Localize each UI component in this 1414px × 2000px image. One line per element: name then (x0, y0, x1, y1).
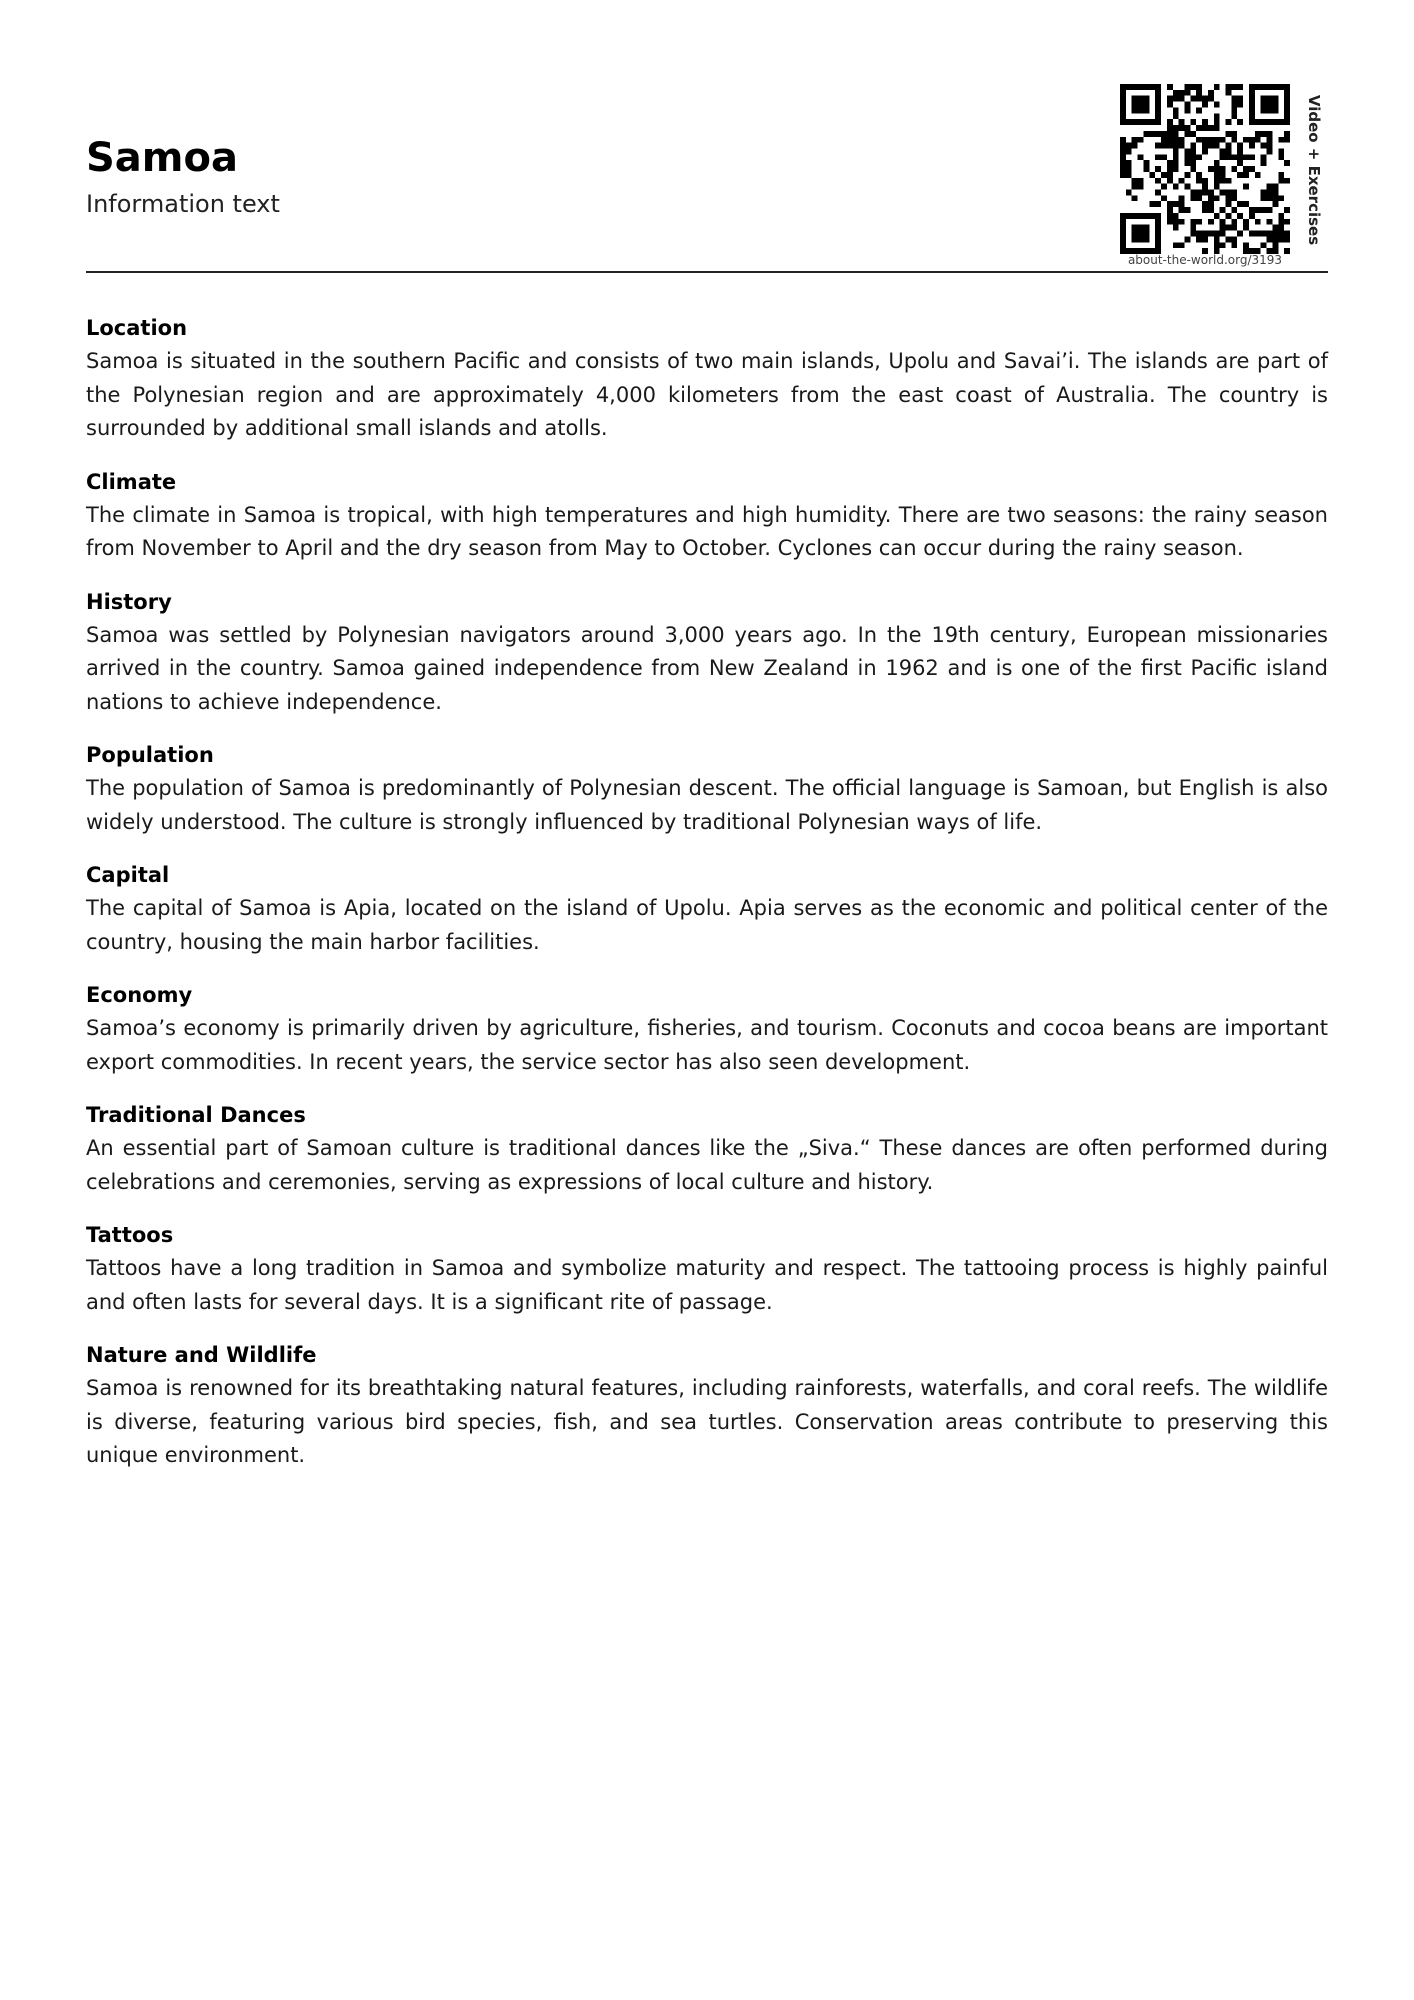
page-header (86, 0, 1328, 274)
section-text: Samoa is situated in the southern Pacific and consists of two main islands, Upolu and Savai’i. The islands are part of the Polynesian region and are approximately 4,000 kilometers from the east coast of Australia. The country is surrounded by additional small islands and atolls. (86, 349, 1328, 440)
section-text: Samoa’s economy is primarily driven by agriculture, fisheries, and tourism. Coconuts and cocoa beans are important export commodities. In recent years, the service sector has also seen development. (86, 1016, 1328, 1074)
section-heading: Nature and Wildlife (86, 1343, 317, 1367)
section-economy (86, 979, 1328, 1079)
section-population (86, 739, 1328, 839)
section-heading: Tattoos (86, 1223, 174, 1247)
section-text: Samoa was settled by Polynesian navigators around 3,000 years ago. In the 19th century, European missionaries arrived in the country. Samoa gained independence from New Zealand in 1962 and is one of the first Pacific island nations to achieve independence. (86, 622, 1328, 714)
qr-side-label: Video + Exercises (1305, 94, 1323, 246)
section-text: The population of Samoa is predominantly of Polynesian descent. The official language is Samoan, but English is also widely understood. The culture is strongly influenced by traditional Polynesian ways of life. (86, 776, 1328, 834)
section-heading: Economy (86, 983, 193, 1007)
section-text: Tattoos have a long tradition in Samoa and symbolize maturity and respect. The tattooing process is highly painful and often lasts for several days. It is a significant rite of passage. (86, 1256, 1328, 1314)
section-heading: Climate (86, 469, 177, 494)
page-title: Samoa (86, 135, 238, 181)
section-heading: History (86, 589, 172, 614)
section-heading: Capital (86, 863, 170, 887)
section-text: An essential part of Samoan culture is traditional dances like the „Siva.“ These dances are often performed during celebrations and ceremonies, serving as expressions of local culture and history. (86, 1136, 1328, 1194)
qr-code-icon[interactable] (1120, 84, 1290, 254)
section-text: The climate in Samoa is tropical, with high temperatures and high humidity. There are two seasons: the rainy season from November to April and the dry season from May to October. Cyclones can occur during the rainy season. (86, 502, 1328, 560)
article-content (86, 312, 1328, 1493)
section-climate (86, 466, 1328, 566)
section-text: The capital of Samoa is Apia, located on the island of Upolu. Apia serves as the economic and political center of the country, housing the main harbor facilities. (86, 896, 1328, 954)
section-heading: Traditional Dances (86, 1103, 306, 1127)
section-location (86, 312, 1328, 446)
section-nature-and-wildlife (86, 1339, 1328, 1473)
section-traditional-dances (86, 1099, 1328, 1199)
section-capital (86, 859, 1328, 959)
header-divider (86, 271, 1328, 273)
page-subtitle: Information text (86, 190, 280, 218)
section-heading: Location (86, 316, 188, 340)
section-tattoos (86, 1219, 1328, 1319)
section-text: Samoa is renowned for its breathtaking natural features, including rainforests, waterfalls, and coral reefs. The wildlife is diverse, featuring various bird species, fish, and sea turtles. Conservation areas contribute to preserving this unique environment. (86, 1376, 1328, 1467)
section-history (86, 586, 1328, 720)
qr-url[interactable]: about-the-world.org/3193 (1127, 253, 1283, 267)
section-heading: Population (86, 743, 214, 767)
